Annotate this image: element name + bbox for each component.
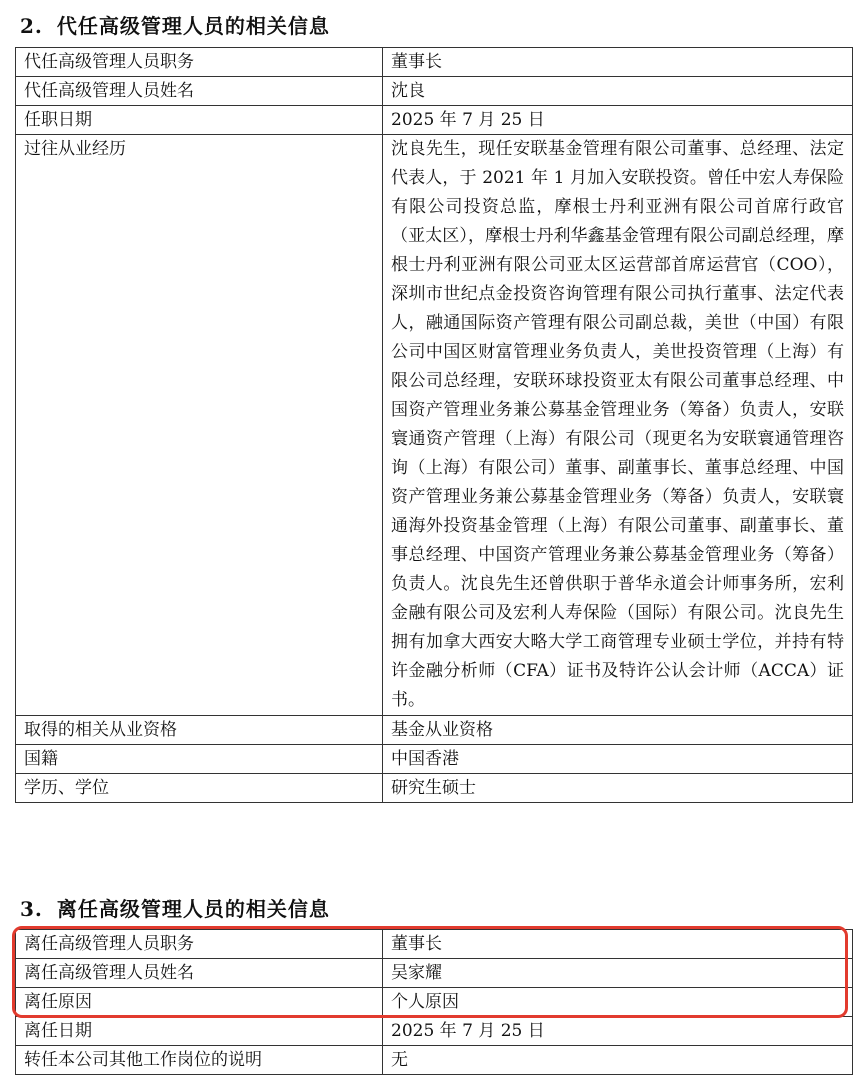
- table-row: [16, 77, 853, 106]
- section-3-number: 3.: [20, 897, 43, 921]
- row-label: 国籍: [16, 745, 383, 774]
- section-2-number: 2.: [20, 14, 43, 38]
- table-row: [16, 106, 853, 135]
- row-label: 离任高级管理人员职务: [16, 930, 383, 959]
- row-label: 代任高级管理人员姓名: [16, 77, 383, 106]
- row-value: 2025 年 7 月 25 日: [383, 106, 853, 135]
- row-value: 个人原因: [383, 988, 853, 1017]
- row-value: 无: [383, 1046, 853, 1075]
- row-value: 董事长: [383, 930, 853, 959]
- row-label: 离任日期: [16, 1017, 383, 1046]
- table-row: [16, 1046, 853, 1075]
- row-label: 离任高级管理人员姓名: [16, 959, 383, 988]
- section-2-title: 代任高级管理人员的相关信息: [56, 14, 330, 38]
- section-3-title: 离任高级管理人员的相关信息: [56, 897, 330, 921]
- table-row: [16, 1017, 853, 1046]
- row-label: 过往从业经历: [16, 135, 383, 716]
- row-label: 学历、学位: [16, 774, 383, 803]
- table-row: [16, 774, 853, 803]
- row-value: 中国香港: [383, 745, 853, 774]
- row-label: 转任本公司其他工作岗位的说明: [16, 1046, 383, 1075]
- table-row: [16, 135, 853, 716]
- table-row: [16, 716, 853, 745]
- table-row: [16, 745, 853, 774]
- career-history-text: 沈良先生，现任安联基金管理有限公司董事、总经理、法定代表人，于 2021 年 1 月加入安联投资。曾任中宏人寿保险有限公司投资总监，摩根士丹利亚洲有限公司首席行政官（亚太区），摩根士丹利华鑫基金管理有限公司副总经理，摩根士丹利亚洲有限公司亚太区运营部首席运营官（COO），深圳市世纪点金投资咨询管理有限公司执行董事、法定代表人，融通国际资产管理有限公司副总裁，美世（中国）有限公司中国区财富管理业务负责人，美世投资管理（上海）有限公司总经理，安联环球投资亚太有限公司董事总经理、中国资产管理业务兼公募基金管理业务（筹备）负责人，安联寰通资产管理（上海）有限公司（现更名为安联寰通管理咨询（上海）有限公司）董事、副董事长、董事总经理、中国资产管理业务兼公募基金管理业务（筹备）负责人，安联寰通海外投资基金管理（上海）有限公司董事、副董事长、董事总经理、中国资产管理业务兼公募基金管理业务（筹备）负责人。沈良先生还曾供职于普华永道会计师事务所，宏利金融有限公司及宏利人寿保险（国际）有限公司。沈良先生拥有加拿大西安大略大学工商管理专业硕士学位，并持有特许金融分析师（CFA）证书及特许公认会计师（ACCA）证书。: [383, 135, 853, 716]
- highlight-annotation-box: [12, 926, 848, 1018]
- row-label: 代任高级管理人员职务: [16, 48, 383, 77]
- row-value: 吴家耀: [383, 959, 853, 988]
- row-value: 研究生硕士: [383, 774, 853, 803]
- row-label: 离任原因: [16, 988, 383, 1017]
- row-value: 2025 年 7 月 25 日: [383, 1017, 853, 1046]
- row-value: 基金从业资格: [383, 716, 853, 745]
- row-value: 董事长: [383, 48, 853, 77]
- table-row: [16, 48, 853, 77]
- row-label: 取得的相关从业资格: [16, 716, 383, 745]
- section-3-heading: [20, 893, 330, 922]
- row-label: 任职日期: [16, 106, 383, 135]
- row-value: 沈良: [383, 77, 853, 106]
- acting-officer-table: [15, 47, 853, 803]
- section-2-heading: [20, 10, 330, 39]
